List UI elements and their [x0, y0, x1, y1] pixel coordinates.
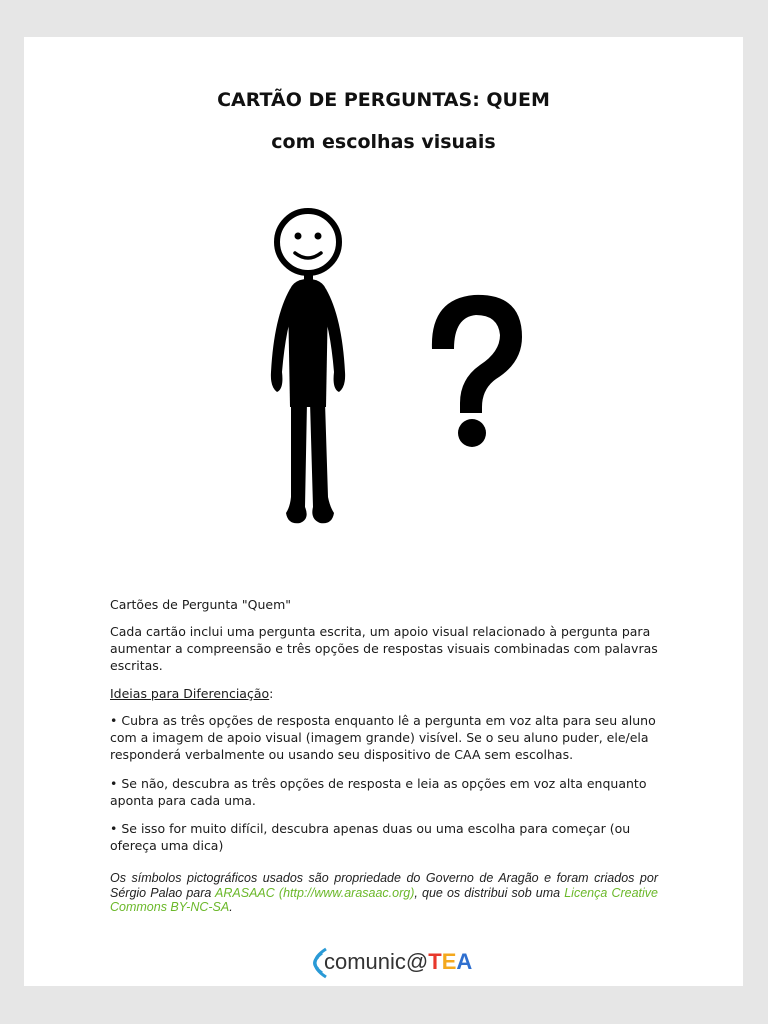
credits-text: Os símbolos pictográficos usados são propriedade do Governo de Aragão e foram criados por Sérgio Palao para — [110, 871, 658, 900]
document-page — [24, 37, 743, 986]
illustration — [264, 207, 524, 527]
ideas-heading — [110, 685, 670, 702]
comunicatea-logo — [300, 943, 473, 983]
page-title: CARTÃO DE PERGUNTAS: QUEM — [217, 89, 550, 111]
bullet-item: • Se não, descubra as três opções de resposta e leia as opções em voz alta enquanto aponta para cada uma. — [110, 776, 647, 808]
logo-letter: T — [428, 949, 442, 974]
ideas-label: Ideias para Diferenciação — [110, 686, 270, 701]
intro-paragraph: Cada cartão inclui uma pergunta escrita, um apoio visual relacionado à pergunta para aumentar a compreensão e três opções de respostas visuais combinadas com palavras escritas. — [110, 624, 658, 673]
credits-text: . — [229, 900, 233, 914]
logo-letter: A — [456, 949, 473, 974]
page-subtitle: com escolhas visuais — [271, 131, 496, 153]
bullet-item: • Se isso for muito difícil, descubra apenas duas ou uma escolha para começar (ou ofereça uma dica) — [110, 821, 631, 853]
question-mark-icon — [432, 295, 522, 447]
license-link[interactable]: Licença Creative Commons BY-NC-SA — [110, 885, 658, 914]
credits-text: , que os distribui sob uma — [414, 885, 565, 900]
logo-text — [324, 949, 472, 975]
bullet-item: • Cubra as três opções de resposta enquanto lê a pergunta em voz alta para seu aluno com a imagem de apoio visual (imagem grande) visível. Se o seu aluno puder, ele/ela responderá verbalmente ou usando seu dispositivo de CAA sem escolhas. — [110, 713, 656, 762]
section-heading: Cartões de Pergunta "Quem" — [110, 597, 291, 612]
logo-letter: E — [441, 949, 457, 974]
stick-figure-person-icon — [271, 211, 345, 523]
credits-paragraph — [110, 871, 658, 915]
logo-word: comunic@ — [324, 949, 429, 974]
ideas-colon: : — [269, 686, 274, 701]
arasaac-link[interactable]: ARASAAC (http://www.arasaac.org) — [215, 885, 415, 900]
